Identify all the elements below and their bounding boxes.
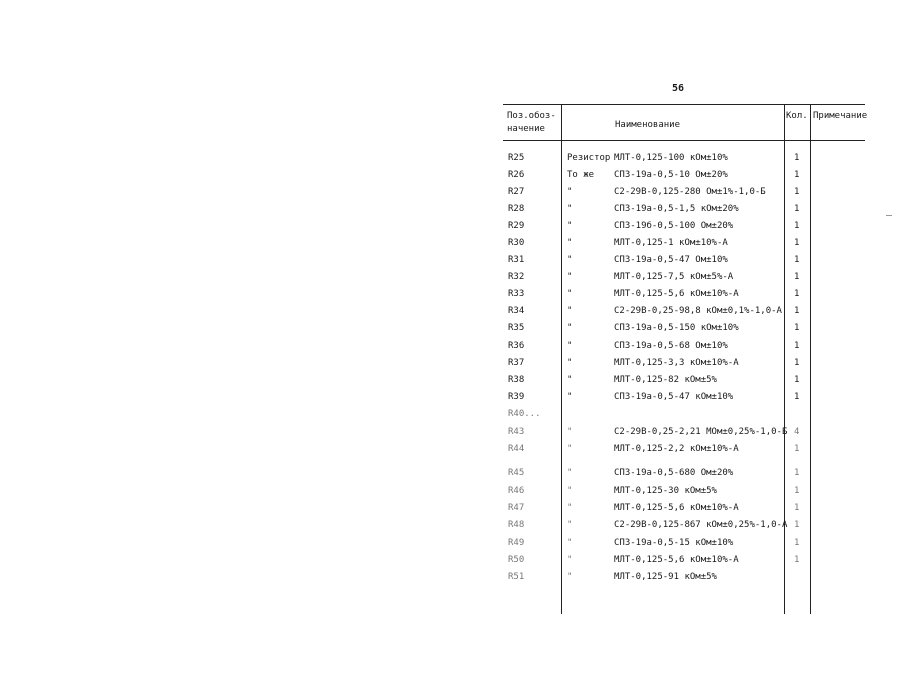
row-qty: 1 <box>794 306 800 316</box>
header-qty: Кол. <box>786 111 808 121</box>
row-qty: 1 <box>794 555 800 565</box>
row-pos: R45 <box>508 468 525 478</box>
row-qty: 1 <box>794 486 800 496</box>
row-qty: 1 <box>794 323 800 333</box>
row-qty: 1 <box>794 255 800 265</box>
row-prefix: " <box>567 468 573 478</box>
row-qty: 1 <box>794 375 800 385</box>
row-name: СП3-19а-0,5-150 кОм±10% <box>614 323 739 333</box>
row-name: СП3-19б-0,5-100 Ом±20% <box>614 221 734 231</box>
row-name: СП3-19а-0,5-15 кОм±10% <box>614 538 734 548</box>
row-qty: 1 <box>794 444 800 454</box>
row-pos: R30 <box>508 238 525 248</box>
row-prefix: " <box>567 289 573 299</box>
row-name: МЛТ-0,125-5,6 кОм±10%-А <box>614 555 739 565</box>
row-pos: R40... <box>508 409 541 419</box>
row-pos: R39 <box>508 392 525 402</box>
row-name: МЛТ-0,125-100 кОм±10% <box>614 153 728 163</box>
column-divider-pos <box>561 104 562 614</box>
row-prefix: " <box>567 486 573 496</box>
row-prefix: " <box>567 375 573 385</box>
row-prefix: " <box>567 255 573 265</box>
row-prefix: То же <box>567 170 595 180</box>
row-pos: R43 <box>508 427 525 437</box>
row-qty: 1 <box>794 503 800 513</box>
header-name: Наименование <box>615 120 681 130</box>
row-pos: R37 <box>508 358 525 368</box>
row-pos: R25 <box>508 153 525 163</box>
row-name: МЛТ-0,125-1 кОм±10%-А <box>614 238 728 248</box>
row-pos: R32 <box>508 272 525 282</box>
row-name: СП3-19а-0,5-68 Ом±10% <box>614 341 728 351</box>
row-prefix: " <box>567 572 573 582</box>
row-qty: 1 <box>794 204 800 214</box>
row-qty: 4 <box>794 427 800 437</box>
row-name: МЛТ-0,125-3,3 кОм±10%-А <box>614 358 739 368</box>
row-pos: R36 <box>508 341 525 351</box>
row-qty: 1 <box>794 272 800 282</box>
header-pos-line2: начение <box>507 124 545 134</box>
row-pos: R31 <box>508 255 525 265</box>
row-pos: R29 <box>508 221 525 231</box>
row-pos: R33 <box>508 289 525 299</box>
row-qty: 1 <box>794 221 800 231</box>
row-name: МЛТ-0,125-82 кОм±5% <box>614 375 717 385</box>
header-note: Примечание <box>813 111 868 121</box>
row-qty: 1 <box>794 358 800 368</box>
row-qty: 1 <box>794 238 800 248</box>
row-qty: 1 <box>794 187 800 197</box>
row-qty: 1 <box>794 341 800 351</box>
row-prefix: " <box>567 538 573 548</box>
row-prefix: " <box>567 221 573 231</box>
row-name: СП3-19а-0,5-47 кОм±10% <box>614 392 734 402</box>
row-qty: 1 <box>794 170 800 180</box>
row-qty: 1 <box>794 538 800 548</box>
row-pos: R51 <box>508 572 525 582</box>
row-name: МЛТ-0,125-5,6 кОм±10%-А <box>614 289 739 299</box>
row-name: С2-29В-0,125-280 Ом±1%-1,0-Б <box>614 187 766 197</box>
row-name: С2-29В-0,25-2,21 МОм±0,25%-1,0-Б <box>614 427 788 437</box>
row-pos: R27 <box>508 187 525 197</box>
row-qty: 1 <box>794 153 800 163</box>
row-name: МЛТ-0,125-2,2 кОм±10%-А <box>614 444 739 454</box>
row-name: СП3-19а-0,5-680 Ом±20% <box>614 468 734 478</box>
row-prefix: " <box>567 341 573 351</box>
row-prefix: " <box>567 392 573 402</box>
row-name: СП3-19а-0,5-47 Ом±10% <box>614 255 728 265</box>
row-pos: R34 <box>508 306 525 316</box>
row-pos: R26 <box>508 170 525 180</box>
row-pos: R46 <box>508 486 525 496</box>
row-pos: R47 <box>508 503 525 513</box>
row-pos: R28 <box>508 204 525 214</box>
row-prefix: " <box>567 427 573 437</box>
column-divider-qty <box>784 104 785 614</box>
row-prefix: " <box>567 204 573 214</box>
row-prefix: " <box>567 444 573 454</box>
row-name: МЛТ-0,125-5,6 кОм±10%-А <box>614 503 739 513</box>
row-name: С2-29В-0,125-867 кОм±0,25%-1,0-А <box>614 520 788 530</box>
row-prefix: " <box>567 272 573 282</box>
scan-mark <box>886 215 892 216</box>
row-name: СП3-19а-0,5-1,5 кОм±20% <box>614 204 739 214</box>
row-qty: 1 <box>794 289 800 299</box>
page-number: 56 <box>672 83 685 94</box>
row-prefix: " <box>567 238 573 248</box>
row-qty: 1 <box>794 520 800 530</box>
row-prefix: " <box>567 306 573 316</box>
row-name: С2-29В-0,25-98,8 кОм±0,1%-1,0-А <box>614 306 782 316</box>
row-prefix: " <box>567 503 573 513</box>
row-prefix: " <box>567 358 573 368</box>
header-pos-line1: Поз.обоз- <box>507 111 556 121</box>
row-name: МЛТ-0,125-7,5 кОм±5%-А <box>614 272 734 282</box>
row-qty: 1 <box>794 392 800 402</box>
row-qty: 1 <box>794 468 800 478</box>
row-prefix: Резистор <box>567 153 611 163</box>
row-name: МЛТ-0,125-30 кОм±5% <box>614 486 717 496</box>
column-divider-note <box>810 104 811 614</box>
row-pos: R35 <box>508 323 525 333</box>
row-prefix: " <box>567 520 573 530</box>
row-prefix: " <box>567 187 573 197</box>
header-pos <box>507 110 556 136</box>
row-pos: R49 <box>508 538 525 548</box>
row-pos: R50 <box>508 555 525 565</box>
row-name: СП3-19а-0,5-10 Ом±20% <box>614 170 728 180</box>
row-pos: R48 <box>508 520 525 530</box>
row-prefix: " <box>567 323 573 333</box>
row-pos: R38 <box>508 375 525 385</box>
row-prefix: " <box>567 555 573 565</box>
row-name: МЛТ-0,125-91 кОм±5% <box>614 572 717 582</box>
row-pos: R44 <box>508 444 525 454</box>
